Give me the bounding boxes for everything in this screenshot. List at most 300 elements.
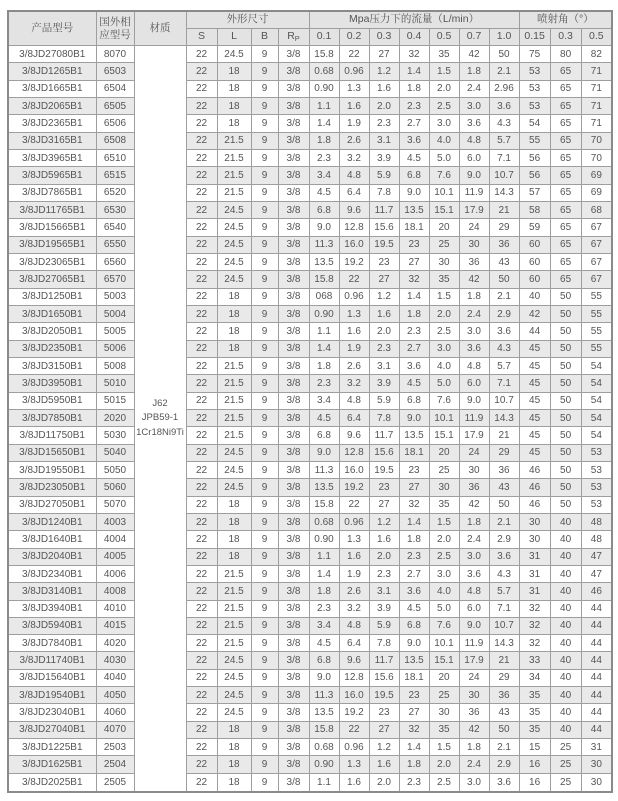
cell-angle-0-3: 65 [550,97,581,114]
cell-angle-0-15: 60 [519,271,550,288]
cell-flow-0-4: 13.5 [399,201,429,218]
cell-angle-0-15: 59 [519,219,550,236]
cell-dim-rp: 3/8 [278,236,309,253]
cell-dim-b: 9 [251,201,278,218]
cell-flow-1-0: 2.9 [489,531,519,548]
cell-flow-0-1: 1.8 [309,583,339,600]
cell-flow-0-3: 19.5 [369,687,399,704]
cell-dim-l: 18 [217,496,251,513]
cell-flow-0-2: 22 [339,496,369,513]
cell-flow-0-5: 35 [429,46,459,63]
cell-flow-0-1: 1.8 [309,132,339,149]
table-body [8,46,612,793]
cell-flow-0-4: 1.4 [399,63,429,80]
cell-flow-0-2: 19.2 [339,704,369,721]
cell-dim-s: 22 [186,375,217,392]
cell-angle-0-5: 54 [581,375,612,392]
cell-flow-0-4: 1.4 [399,288,429,305]
cell-dim-l: 21.5 [217,184,251,201]
table-row [8,288,612,305]
cell-angle-0-3: 25 [550,739,581,756]
cell-dim-s: 22 [186,236,217,253]
col-header-s: S [186,29,217,46]
cell-flow-0-1: 13.5 [309,253,339,270]
cell-angle-0-3: 50 [550,323,581,340]
table-row [8,548,612,565]
cell-dim-l: 18 [217,97,251,114]
cell-flow-0-3: 23 [369,253,399,270]
cell-angle-0-15: 35 [519,687,550,704]
cell-product-model: 3/8JD19540B1 [8,687,96,704]
material-line: 1Cr18Ni9Ti [136,426,184,438]
cell-product-model: 3/8JD7850B1 [8,409,96,426]
cell-foreign-model: 2020 [96,409,134,426]
cell-dim-s: 22 [186,721,217,738]
cell-foreign-model: 4004 [96,531,134,548]
cell-flow-0-3: 11.7 [369,427,399,444]
cell-product-model: 3/8JD15665B1 [8,219,96,236]
cell-flow-0-5: 2.5 [429,548,459,565]
cell-flow-0-5: 5.0 [429,149,459,166]
cell-flow-0-5: 4.0 [429,583,459,600]
cell-flow-1-0: 2.96 [489,80,519,97]
cell-dim-rp: 3/8 [278,617,309,634]
cell-product-model: 3/8JD2040B1 [8,548,96,565]
cell-angle-0-15: 45 [519,357,550,374]
cell-flow-0-4: 23 [399,236,429,253]
cell-angle-0-5: 69 [581,184,612,201]
cell-dim-s: 22 [186,617,217,634]
cell-flow-1-0: 2.9 [489,756,519,773]
cell-angle-0-15: 45 [519,375,550,392]
cell-product-model: 3/8JD3950B1 [8,375,96,392]
cell-product-model: 3/8JD11740B1 [8,652,96,669]
cell-angle-0-15: 54 [519,115,550,132]
cell-flow-0-2: 6.4 [339,409,369,426]
cell-flow-0-4: 9.0 [399,184,429,201]
cell-flow-0-4: 27 [399,253,429,270]
cell-angle-0-15: 53 [519,97,550,114]
col-header-flow-0-4: 0.4 [399,29,429,46]
cell-foreign-model: 8070 [96,46,134,63]
cell-flow-0-2: 12.8 [339,219,369,236]
cell-flow-0-4: 18.1 [399,219,429,236]
table-row [8,704,612,721]
cell-flow-0-1: 11.3 [309,687,339,704]
cell-angle-0-5: 53 [581,461,612,478]
cell-dim-l: 24.5 [217,219,251,236]
cell-dim-l: 21.5 [217,357,251,374]
cell-flow-0-2: 12.8 [339,444,369,461]
cell-dim-l: 18 [217,80,251,97]
cell-flow-0-5: 3.0 [429,340,459,357]
cell-flow-0-3: 1.2 [369,513,399,530]
col-header-b: B [251,29,278,46]
cell-dim-s: 22 [186,739,217,756]
cell-angle-0-5: 47 [581,565,612,582]
cell-dim-b: 9 [251,427,278,444]
cell-flow-0-4: 23 [399,687,429,704]
cell-dim-b: 9 [251,531,278,548]
cell-material [134,46,186,793]
cell-angle-0-3: 25 [550,773,581,792]
cell-flow-0-3: 2.3 [369,565,399,582]
cell-dim-b: 9 [251,115,278,132]
cell-angle-0-3: 65 [550,132,581,149]
cell-flow-0-5: 2.0 [429,756,459,773]
cell-angle-0-15: 16 [519,773,550,792]
cell-flow-0-3: 5.9 [369,392,399,409]
cell-flow-0-7: 6.0 [459,149,489,166]
cell-flow-0-7: 3.0 [459,97,489,114]
cell-flow-0-2: 0.96 [339,739,369,756]
cell-flow-0-2: 0.96 [339,288,369,305]
cell-flow-1-0: 3.6 [489,548,519,565]
rp-base: R [287,30,295,43]
cell-flow-1-0: 7.1 [489,149,519,166]
cell-flow-0-5: 15.1 [429,427,459,444]
cell-angle-0-15: 32 [519,635,550,652]
cell-dim-l: 24.5 [217,704,251,721]
cell-product-model: 3/8JD27080B1 [8,46,96,63]
cell-angle-0-15: 32 [519,600,550,617]
cell-flow-0-7: 30 [459,687,489,704]
col-header-angle-0-5: 0.5 [581,29,612,46]
table-row [8,219,612,236]
cell-flow-0-5: 2.0 [429,305,459,322]
cell-flow-0-2: 0.96 [339,63,369,80]
cell-dim-b: 9 [251,669,278,686]
cell-flow-0-5: 5.0 [429,600,459,617]
cell-flow-0-3: 27 [369,721,399,738]
cell-angle-0-3: 40 [550,652,581,669]
cell-angle-0-5: 44 [581,669,612,686]
cell-dim-b: 9 [251,773,278,792]
cell-angle-0-5: 44 [581,617,612,634]
header-row-1 [8,11,612,29]
cell-angle-0-3: 50 [550,357,581,374]
cell-flow-0-7: 17.9 [459,201,489,218]
cell-flow-0-3: 1.2 [369,739,399,756]
cell-flow-0-1: 11.3 [309,236,339,253]
cell-flow-0-1: 15.8 [309,496,339,513]
cell-dim-s: 22 [186,531,217,548]
cell-flow-0-2: 9.6 [339,427,369,444]
cell-product-model: 3/8JD27040B1 [8,721,96,738]
cell-angle-0-3: 40 [550,687,581,704]
col-header-rp [278,29,309,46]
cell-flow-0-3: 1.6 [369,80,399,97]
cell-flow-0-7: 3.6 [459,115,489,132]
cell-foreign-model: 5050 [96,461,134,478]
cell-angle-0-5: 55 [581,288,612,305]
cell-flow-0-1: 3.4 [309,167,339,184]
cell-dim-l: 24.5 [217,461,251,478]
cell-product-model: 3/8JD1625B1 [8,756,96,773]
cell-dim-rp: 3/8 [278,288,309,305]
table-row [8,149,612,166]
cell-product-model: 3/8JD23050B1 [8,479,96,496]
cell-angle-0-3: 40 [550,531,581,548]
cell-foreign-model: 6505 [96,97,134,114]
cell-dim-l: 21.5 [217,427,251,444]
cell-foreign-model: 6503 [96,63,134,80]
cell-flow-0-7: 9.0 [459,167,489,184]
cell-angle-0-5: 67 [581,253,612,270]
cell-dim-s: 22 [186,115,217,132]
cell-foreign-model: 6570 [96,271,134,288]
cell-flow-0-3: 19.5 [369,236,399,253]
cell-flow-0-3: 1.6 [369,531,399,548]
cell-angle-0-5: 54 [581,409,612,426]
cell-angle-0-5: 71 [581,115,612,132]
cell-flow-0-3: 3.9 [369,375,399,392]
cell-flow-0-4: 32 [399,46,429,63]
cell-flow-0-2: 1.3 [339,531,369,548]
cell-dim-s: 22 [186,184,217,201]
cell-flow-1-0: 7.1 [489,375,519,392]
cell-dim-s: 22 [186,80,217,97]
cell-flow-0-3: 2.0 [369,773,399,792]
cell-dim-s: 22 [186,635,217,652]
cell-dim-s: 22 [186,63,217,80]
cell-dim-b: 9 [251,340,278,357]
cell-flow-0-3: 19.5 [369,461,399,478]
cell-flow-0-3: 3.1 [369,583,399,600]
cell-dim-s: 22 [186,97,217,114]
cell-flow-0-4: 9.0 [399,635,429,652]
cell-foreign-model: 4070 [96,721,134,738]
cell-product-model: 3/8JD5950B1 [8,392,96,409]
table-row [8,357,612,374]
table-row [8,167,612,184]
cell-flow-0-3: 15.6 [369,669,399,686]
cell-product-model: 3/8JD1265B1 [8,63,96,80]
cell-angle-0-5: 53 [581,479,612,496]
col-header-angle-0-3: 0.3 [550,29,581,46]
cell-product-model: 3/8JD1225B1 [8,739,96,756]
cell-foreign-model: 6506 [96,115,134,132]
material-line: JPB59-1 [141,412,179,424]
cell-flow-1-0: 5.7 [489,357,519,374]
cell-angle-0-3: 40 [550,669,581,686]
cell-dim-s: 22 [186,167,217,184]
cell-foreign-model: 6504 [96,80,134,97]
cell-dim-rp: 3/8 [278,704,309,721]
cell-foreign-model: 5008 [96,357,134,374]
material-line: J62 [152,398,168,410]
cell-flow-1-0: 2.1 [489,63,519,80]
cell-dim-s: 22 [186,219,217,236]
cell-flow-1-0: 10.7 [489,617,519,634]
cell-dim-rp: 3/8 [278,184,309,201]
cell-angle-0-3: 65 [550,271,581,288]
cell-flow-0-3: 15.6 [369,219,399,236]
cell-flow-0-3: 1.6 [369,756,399,773]
cell-flow-0-2: 2.6 [339,357,369,374]
cell-dim-s: 22 [186,392,217,409]
cell-flow-1-0: 21 [489,652,519,669]
cell-angle-0-3: 50 [550,427,581,444]
cell-angle-0-3: 65 [550,236,581,253]
cell-flow-0-1: 15.8 [309,271,339,288]
cell-flow-0-7: 9.0 [459,617,489,634]
cell-flow-0-5: 7.6 [429,392,459,409]
cell-flow-0-1: 1.4 [309,115,339,132]
cell-angle-0-3: 50 [550,479,581,496]
cell-flow-0-5: 20 [429,444,459,461]
cell-flow-0-1: 0.90 [309,531,339,548]
cell-angle-0-15: 45 [519,340,550,357]
cell-flow-0-4: 2.3 [399,548,429,565]
cell-flow-0-1: 0.90 [309,756,339,773]
cell-flow-0-1: 13.5 [309,479,339,496]
col-header-flow-0-5: 0.5 [429,29,459,46]
cell-flow-0-2: 1.6 [339,773,369,792]
cell-angle-0-15: 33 [519,652,550,669]
table-row [8,496,612,513]
cell-flow-0-4: 4.5 [399,375,429,392]
cell-angle-0-3: 65 [550,167,581,184]
cell-dim-s: 22 [186,409,217,426]
cell-dim-l: 18 [217,288,251,305]
cell-dim-l: 21.5 [217,392,251,409]
cell-flow-1-0: 4.3 [489,115,519,132]
cell-product-model: 3/8JD23065B1 [8,253,96,270]
cell-flow-0-5: 15.1 [429,652,459,669]
cell-flow-1-0: 36 [489,461,519,478]
cell-angle-0-3: 50 [550,444,581,461]
cell-foreign-model: 5004 [96,305,134,322]
cell-flow-1-0: 29 [489,219,519,236]
cell-dim-b: 9 [251,149,278,166]
table-row [8,271,612,288]
cell-flow-0-7: 3.0 [459,773,489,792]
cell-dim-rp: 3/8 [278,739,309,756]
cell-flow-0-5: 3.0 [429,115,459,132]
cell-product-model: 3/8JD19550B1 [8,461,96,478]
cell-flow-0-3: 5.9 [369,167,399,184]
cell-dim-l: 24.5 [217,253,251,270]
cell-dim-s: 22 [186,773,217,792]
cell-flow-0-5: 10.1 [429,635,459,652]
cell-dim-l: 18 [217,548,251,565]
cell-flow-0-5: 3.0 [429,565,459,582]
cell-angle-0-5: 71 [581,63,612,80]
cell-flow-1-0: 7.1 [489,600,519,617]
cell-dim-l: 21.5 [217,635,251,652]
cell-dim-rp: 3/8 [278,201,309,218]
cell-flow-0-1: 15.8 [309,721,339,738]
cell-dim-b: 9 [251,600,278,617]
cell-dim-l: 24.5 [217,46,251,63]
cell-dim-b: 9 [251,617,278,634]
cell-flow-0-3: 1.6 [369,305,399,322]
cell-dim-l: 24.5 [217,479,251,496]
cell-angle-0-3: 65 [550,149,581,166]
cell-product-model: 3/8JD7840B1 [8,635,96,652]
cell-flow-1-0: 2.9 [489,305,519,322]
cell-flow-0-2: 1.6 [339,323,369,340]
cell-flow-0-7: 3.6 [459,565,489,582]
cell-product-model: 3/8JD1240B1 [8,513,96,530]
cell-flow-0-5: 30 [429,704,459,721]
cell-flow-1-0: 50 [489,46,519,63]
cell-angle-0-3: 40 [550,565,581,582]
cell-flow-0-4: 2.3 [399,97,429,114]
table-row [8,531,612,548]
cell-flow-0-1: 9.0 [309,444,339,461]
cell-flow-0-5: 2.5 [429,97,459,114]
cell-angle-0-5: 53 [581,444,612,461]
cell-flow-0-2: 6.4 [339,635,369,652]
cell-dim-rp: 3/8 [278,496,309,513]
cell-dim-s: 22 [186,357,217,374]
col-header-material: 材质 [134,11,186,46]
cell-angle-0-15: 15 [519,739,550,756]
cell-dim-rp: 3/8 [278,375,309,392]
cell-flow-1-0: 3.6 [489,323,519,340]
cell-flow-0-5: 25 [429,687,459,704]
table-row [8,340,612,357]
cell-dim-rp: 3/8 [278,80,309,97]
cell-dim-b: 9 [251,409,278,426]
cell-flow-0-4: 2.3 [399,773,429,792]
cell-dim-s: 22 [186,427,217,444]
cell-flow-0-1: 9.0 [309,669,339,686]
cell-dim-b: 9 [251,288,278,305]
cell-angle-0-15: 42 [519,305,550,322]
cell-angle-0-5: 70 [581,132,612,149]
cell-flow-1-0: 50 [489,721,519,738]
cell-angle-0-15: 35 [519,704,550,721]
table-row [8,115,612,132]
cell-dim-rp: 3/8 [278,565,309,582]
cell-dim-b: 9 [251,184,278,201]
table-row [8,46,612,63]
cell-flow-0-4: 2.3 [399,323,429,340]
cell-angle-0-15: 45 [519,444,550,461]
cell-angle-0-5: 70 [581,149,612,166]
cell-flow-0-5: 7.6 [429,617,459,634]
cell-flow-0-2: 9.6 [339,652,369,669]
cell-product-model: 3/8JD27065B1 [8,271,96,288]
cell-flow-0-7: 1.8 [459,288,489,305]
cell-dim-rp: 3/8 [278,253,309,270]
cell-angle-0-15: 16 [519,756,550,773]
table-row [8,687,612,704]
cell-dim-s: 22 [186,548,217,565]
cell-angle-0-5: 30 [581,756,612,773]
cell-angle-0-5: 82 [581,46,612,63]
cell-flow-0-5: 30 [429,479,459,496]
cell-flow-0-4: 18.1 [399,669,429,686]
col-header-angle-0-15: 0.15 [519,29,550,46]
cell-flow-0-1: 6.8 [309,652,339,669]
cell-flow-0-1: 4.5 [309,184,339,201]
cell-product-model: 3/8JD5965B1 [8,167,96,184]
cell-flow-0-4: 9.0 [399,409,429,426]
cell-flow-1-0: 10.7 [489,392,519,409]
cell-angle-0-5: 31 [581,739,612,756]
cell-product-model: 3/8JD2050B1 [8,323,96,340]
cell-dim-l: 21.5 [217,167,251,184]
cell-product-model: 3/8JD2365B1 [8,115,96,132]
cell-dim-s: 22 [186,565,217,582]
table-row [8,461,612,478]
cell-dim-l: 24.5 [217,652,251,669]
cell-flow-0-4: 27 [399,479,429,496]
